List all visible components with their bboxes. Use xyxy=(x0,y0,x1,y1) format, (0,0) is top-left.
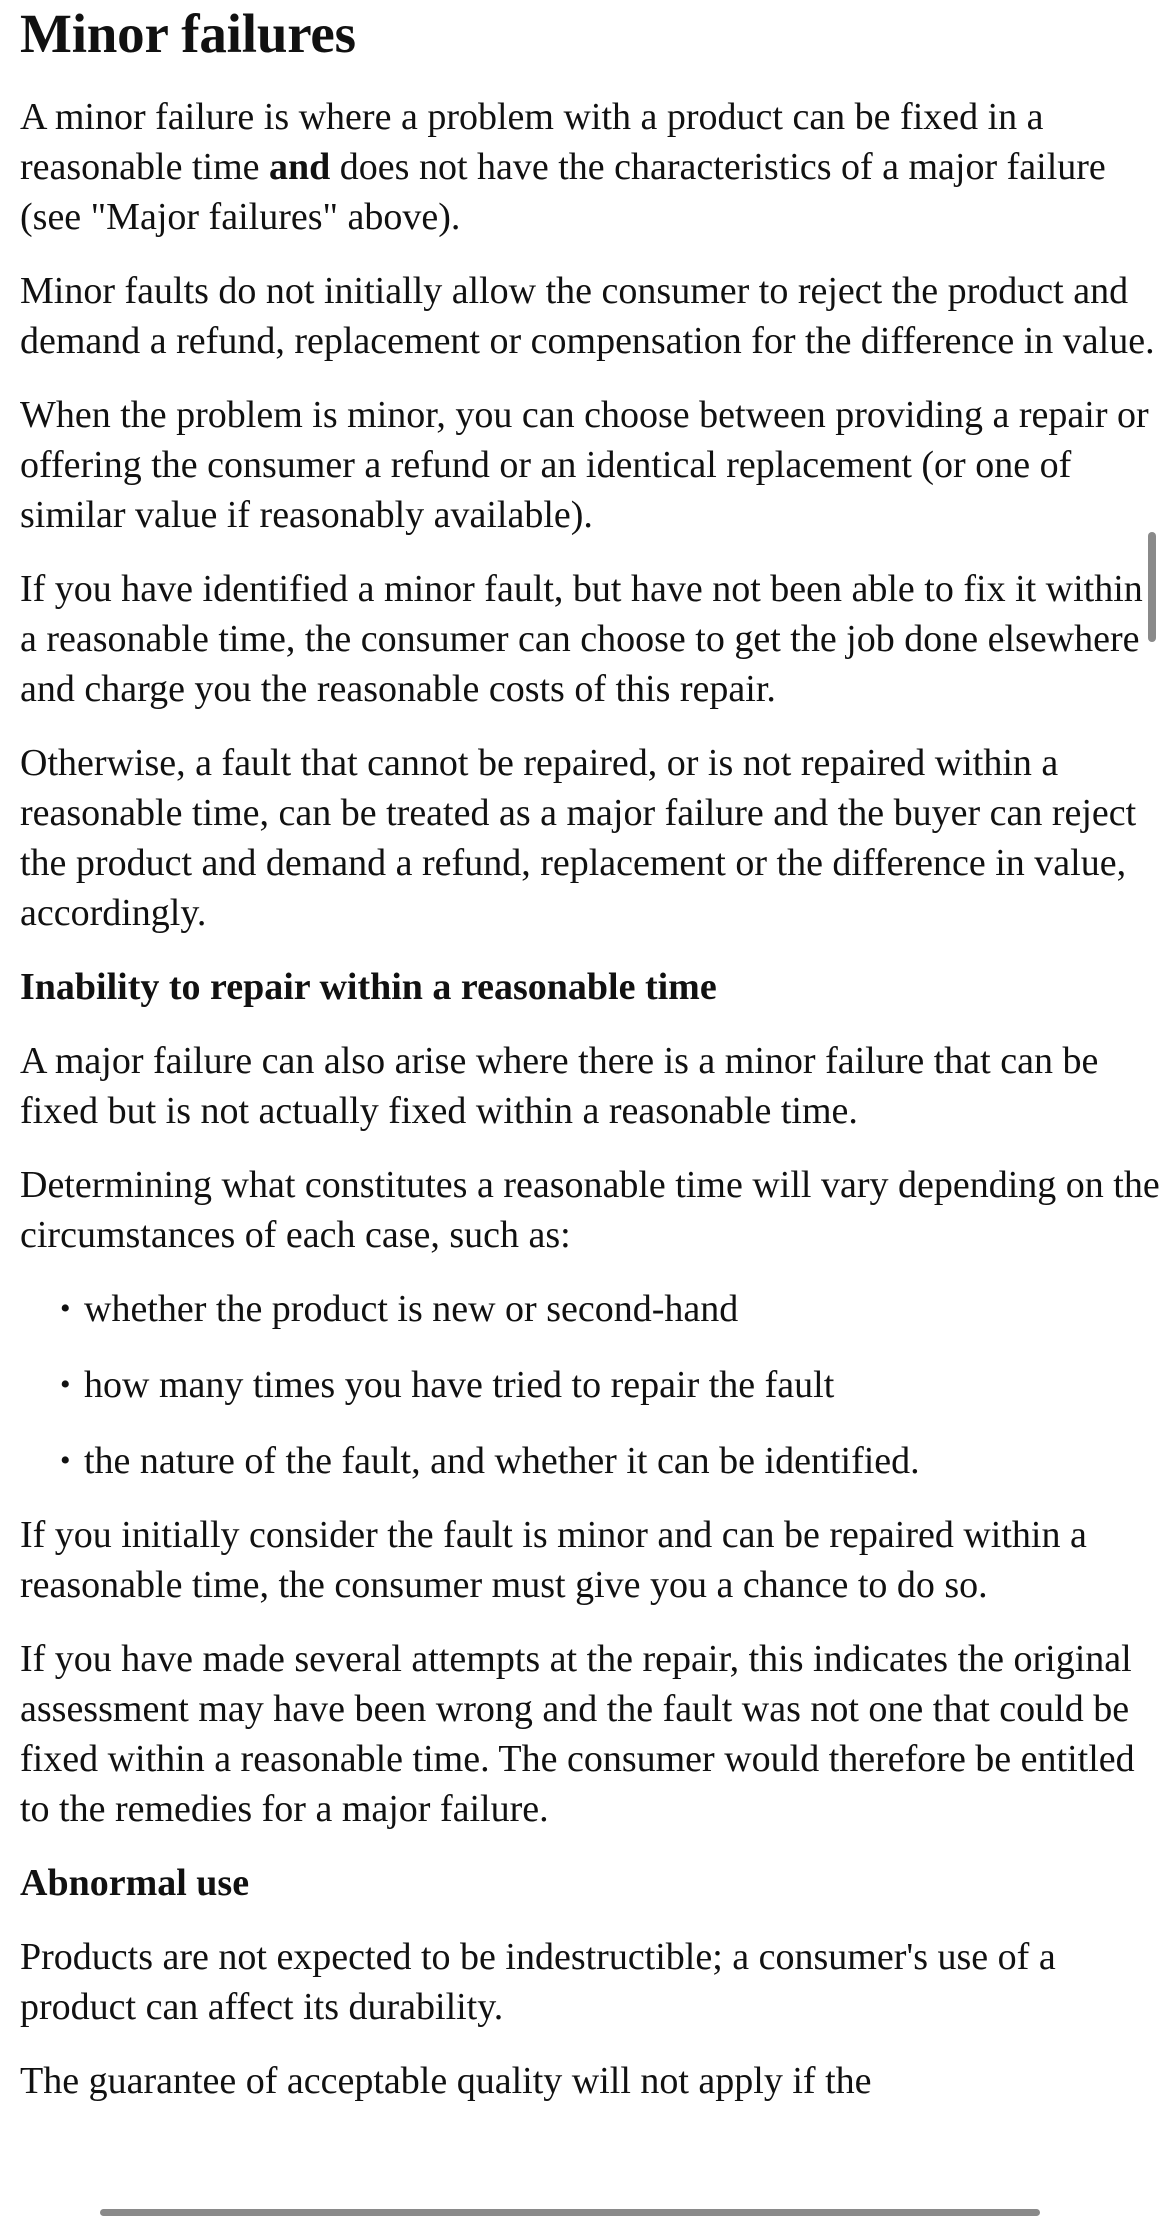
emphasis-and: and xyxy=(269,146,331,188)
paragraph-text: does not have the characteristics of a major failure (see "Major failures" above). xyxy=(20,146,1106,238)
paragraph-major-failure-arise: A major failure can also arise where there is a minor failure that can be fixed but is not actually fixed within a reasonable time. xyxy=(20,1040,1099,1132)
section-heading-abnormal-use: Abnormal use xyxy=(20,1862,250,1904)
paragraph-identified-fault: If you have identified a minor fault, but have not been able to fix it within a reasonable time, the consumer can choose to get the job done elsewhere and charge you the reasonable costs of this repair. xyxy=(20,568,1143,710)
paragraph-minor-faults: Minor faults do not initially allow the consumer to reject the product and demand a refund, replacement or compensation for the difference in value. xyxy=(20,270,1155,362)
paragraph-guarantee: The guarantee of acceptable quality will not apply if the xyxy=(20,2060,872,2102)
paragraph-minor-failure-definition xyxy=(20,92,1160,242)
section-heading-inability-to-repair: Inability to repair within a reasonable time xyxy=(20,966,717,1008)
horizontal-scrollbar[interactable] xyxy=(100,2209,1040,2216)
list-item: • whether the product is new or second-hand xyxy=(60,1284,1160,1334)
paragraph-indestructible: Products are not expected to be indestructible; a consumer's use of a product can affect its durability. xyxy=(20,1936,1056,2028)
paragraph-reasonable-time: Determining what constitutes a reasonable time will vary depending on the circumstances of each case, such as: xyxy=(20,1164,1160,1256)
vertical-scrollbar[interactable] xyxy=(1148,532,1156,642)
circumstances-list xyxy=(20,1284,1160,1486)
paragraph-choice-repair: When the problem is minor, you can choose between providing a repair or offering the consumer a refund or an identical replacement (or one of similar value if reasonably available). xyxy=(20,394,1149,536)
list-item: • how many times you have tried to repair the fault xyxy=(60,1360,1160,1410)
article-content xyxy=(20,0,1160,2106)
paragraph-chance-to-repair: If you initially consider the fault is minor and can be repaired within a reasonable time, the consumer must give you a chance to do so. xyxy=(20,1514,1087,1606)
paragraph-text: A minor failure is where a problem with a product can be fixed in a reasonable time xyxy=(20,96,1044,188)
list-item: • the nature of the fault, and whether it can be identified. xyxy=(60,1436,1160,1486)
page-title: Minor failures xyxy=(20,3,356,64)
paragraph-otherwise: Otherwise, a fault that cannot be repaired, or is not repaired within a reasonable time, can be treated as a major failure and the buyer can reject the product and demand a refund, replacement or the difference in value, accordingly. xyxy=(20,742,1137,934)
paragraph-several-attempts: If you have made several attempts at the repair, this indicates the original assessment may have been wrong and the fault was not one that could be fixed within a reasonable time. The consumer would therefore be entitled to the remedies for a major failure. xyxy=(20,1638,1135,1830)
